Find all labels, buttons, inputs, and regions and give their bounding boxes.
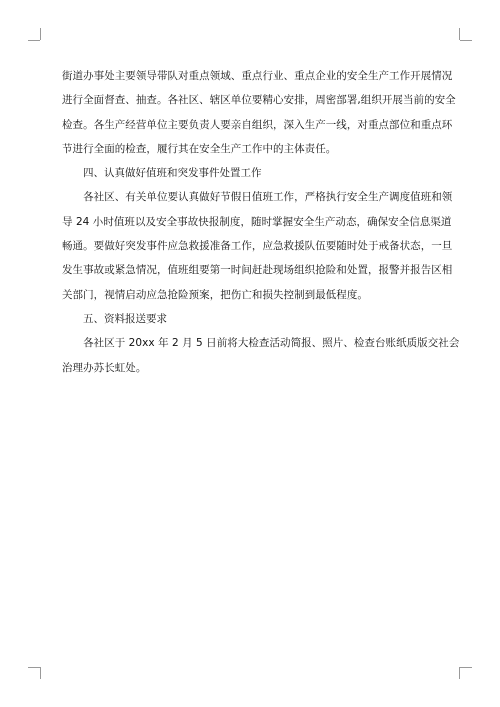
crop-mark-bottom-left-h xyxy=(28,667,40,668)
text-line: 节进行全面的检查，履行其在安全生产工作中的主体责任。 xyxy=(62,142,337,155)
text-line: 各社区、有关单位要认真做好节假日值班工作，严格执行安全生产调度值班和领 xyxy=(62,191,453,204)
crop-mark-top-left-h xyxy=(28,40,40,41)
paragraph-submission xyxy=(62,331,460,380)
document-body xyxy=(62,64,460,380)
text-line: 进行全面督查、抽查。各社区、辖区单位要精心安排，周密部署,组织开展当前的安全 xyxy=(62,94,456,107)
text-line: 检查。各生产经营单位主要负责人要亲自组织，深入生产一线，对重点部位和重点环 xyxy=(62,118,453,131)
crop-mark-bottom-right-h xyxy=(460,667,472,668)
crop-mark-top-right-v xyxy=(459,28,460,40)
crop-mark-top-right-h xyxy=(460,40,472,41)
text-line: 各社区于 20xx 年 2 月 5 日前将大检查活动简报、照片、检查台账纸质版交社会 xyxy=(62,337,460,350)
text-line: 街道办事处主要领导带队对重点领域、重点行业、重点企业的安全生产工作开展情况 xyxy=(62,70,453,82)
crop-mark-bottom-left-v xyxy=(40,667,41,679)
paragraph-duty xyxy=(62,185,453,306)
section-heading-submission: 五、资料报送要求 xyxy=(83,312,167,325)
text-line: 发生事故或紧急情况，值班组要第一时间赶赴现场组织抢险和处置，报警并报告区相 xyxy=(62,264,453,277)
text-line: 导 24 小时值班以及安全事故快报制度，随时掌握安全生产动态，确保安全信息渠道 xyxy=(62,215,452,228)
text-line: 关部门，视情启动应急抢险预案，把伤亡和损失控制到最低程度。 xyxy=(62,288,368,301)
text-line: 治理办苏长虹处。 xyxy=(62,361,147,374)
crop-mark-top-left-v xyxy=(40,28,41,40)
paragraph-inspection xyxy=(62,64,456,161)
crop-mark-bottom-right-v xyxy=(459,667,460,679)
section-heading-duty: 四、认真做好值班和突发事件处置工作 xyxy=(83,167,262,180)
text-line: 畅通。要做好突发事件应急救援准备工作，应急救援队伍要随时处于戒备状态，一旦 xyxy=(62,240,453,253)
